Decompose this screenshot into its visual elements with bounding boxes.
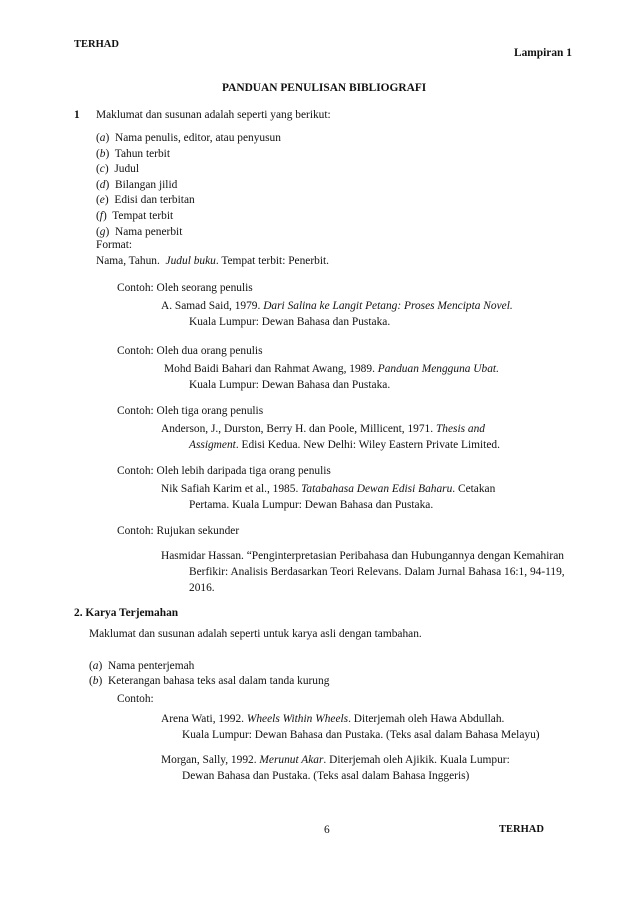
- list-item: (c) Judul: [96, 163, 140, 176]
- reference-entry: Hasmidar Hassan. “Penginterpretasian Peribahasa dan Hubungannya dengan Kemahiran Berfikir: Analisis Berdasarkan Teori Relevans. Dalam Jurnal Bahasa 16:1, 94-119, 2016.: [161, 550, 565, 594]
- example-label: Contoh: Oleh dua orang penulis: [117, 345, 263, 357]
- header-appendix-label: Lampiran 1: [514, 47, 572, 59]
- list-item: (e) Edisi dan terbitan: [96, 194, 195, 207]
- example-label: Contoh: Oleh lebih daripada tiga orang penulis: [117, 465, 331, 477]
- example-label: Contoh:: [117, 693, 154, 705]
- section-1-number: 1: [74, 109, 80, 121]
- format-label: Format:: [96, 239, 133, 251]
- format-line: Nama, Tahun. Judul buku. Tempat terbit: Penerbit.: [96, 255, 330, 267]
- header-classification: TERHAD: [74, 39, 119, 50]
- list-item: (f) Tempat terbit: [96, 209, 174, 222]
- list-item: (d) Bilangan jilid: [96, 178, 178, 191]
- reference-entry: Nik Safiah Karim et al., 1985. Tatabahasa Dewan Edisi Baharu. Cetakan Pertama. Kuala Lumpur: Dewan Bahasa dan Pustaka.: [161, 483, 496, 511]
- section-1-list: [96, 131, 281, 240]
- list-item: (g) Nama penerbit: [96, 225, 183, 238]
- reference-entry: A. Samad Said, 1979. Dari Salina ke Langit Petang: Proses Mencipta Novel. Kuala Lumpur: Dewan Bahasa dan Pustaka.: [161, 300, 513, 328]
- page-title: PANDUAN PENULISAN BIBLIOGRAFI: [222, 82, 427, 94]
- reference-entry: Morgan, Sally, 1992. Merunut Akar. Diterjemah oleh Ajikik. Kuala Lumpur: Dewan Bahasa dan Pustaka. (Teks asal dalam Bahasa Inggeris): [161, 754, 510, 782]
- reference-entry: Arena Wati, 1992. Wheels Within Wheels. Diterjemah oleh Hawa Abdullah. Kuala Lumpur: Dewan Bahasa dan Pustaka. (Teks asal dalam Bahasa Melayu): [161, 713, 540, 741]
- section-1-intro: Maklumat dan susunan adalah seperti yang berikut:: [96, 109, 331, 121]
- section-2-intro: Maklumat dan susunan adalah seperti untuk karya asli dengan tambahan.: [89, 628, 422, 640]
- section-2-heading: 2. Karya Terjemahan: [74, 607, 179, 619]
- list-item: (a) Nama penterjemah: [89, 660, 195, 672]
- reference-entry: Mohd Baidi Bahari dan Rahmat Awang, 1989. Panduan Mengguna Ubat. Kuala Lumpur: Dewan Bahasa dan Pustaka.: [164, 363, 499, 391]
- list-item: (b) Keterangan bahasa teks asal dalam tanda kurung: [89, 675, 330, 687]
- page-number: 6: [324, 824, 330, 836]
- example-label: Contoh: Oleh seorang penulis: [117, 282, 253, 294]
- list-item: (a) Nama penulis, editor, atau penyusun: [96, 132, 281, 144]
- example-label: Contoh: Rujukan sekunder: [117, 525, 240, 537]
- list-item: (b) Tahun terbit: [96, 147, 170, 160]
- reference-entry: Anderson, J., Durston, Berry H. dan Poole, Millicent, 1971. Thesis and Assigment. Edisi Kedua. New Delhi: Wiley Eastern Private Limited.: [161, 423, 500, 451]
- footer-classification: TERHAD: [499, 824, 544, 835]
- example-label: Contoh: Oleh tiga orang penulis: [117, 405, 264, 417]
